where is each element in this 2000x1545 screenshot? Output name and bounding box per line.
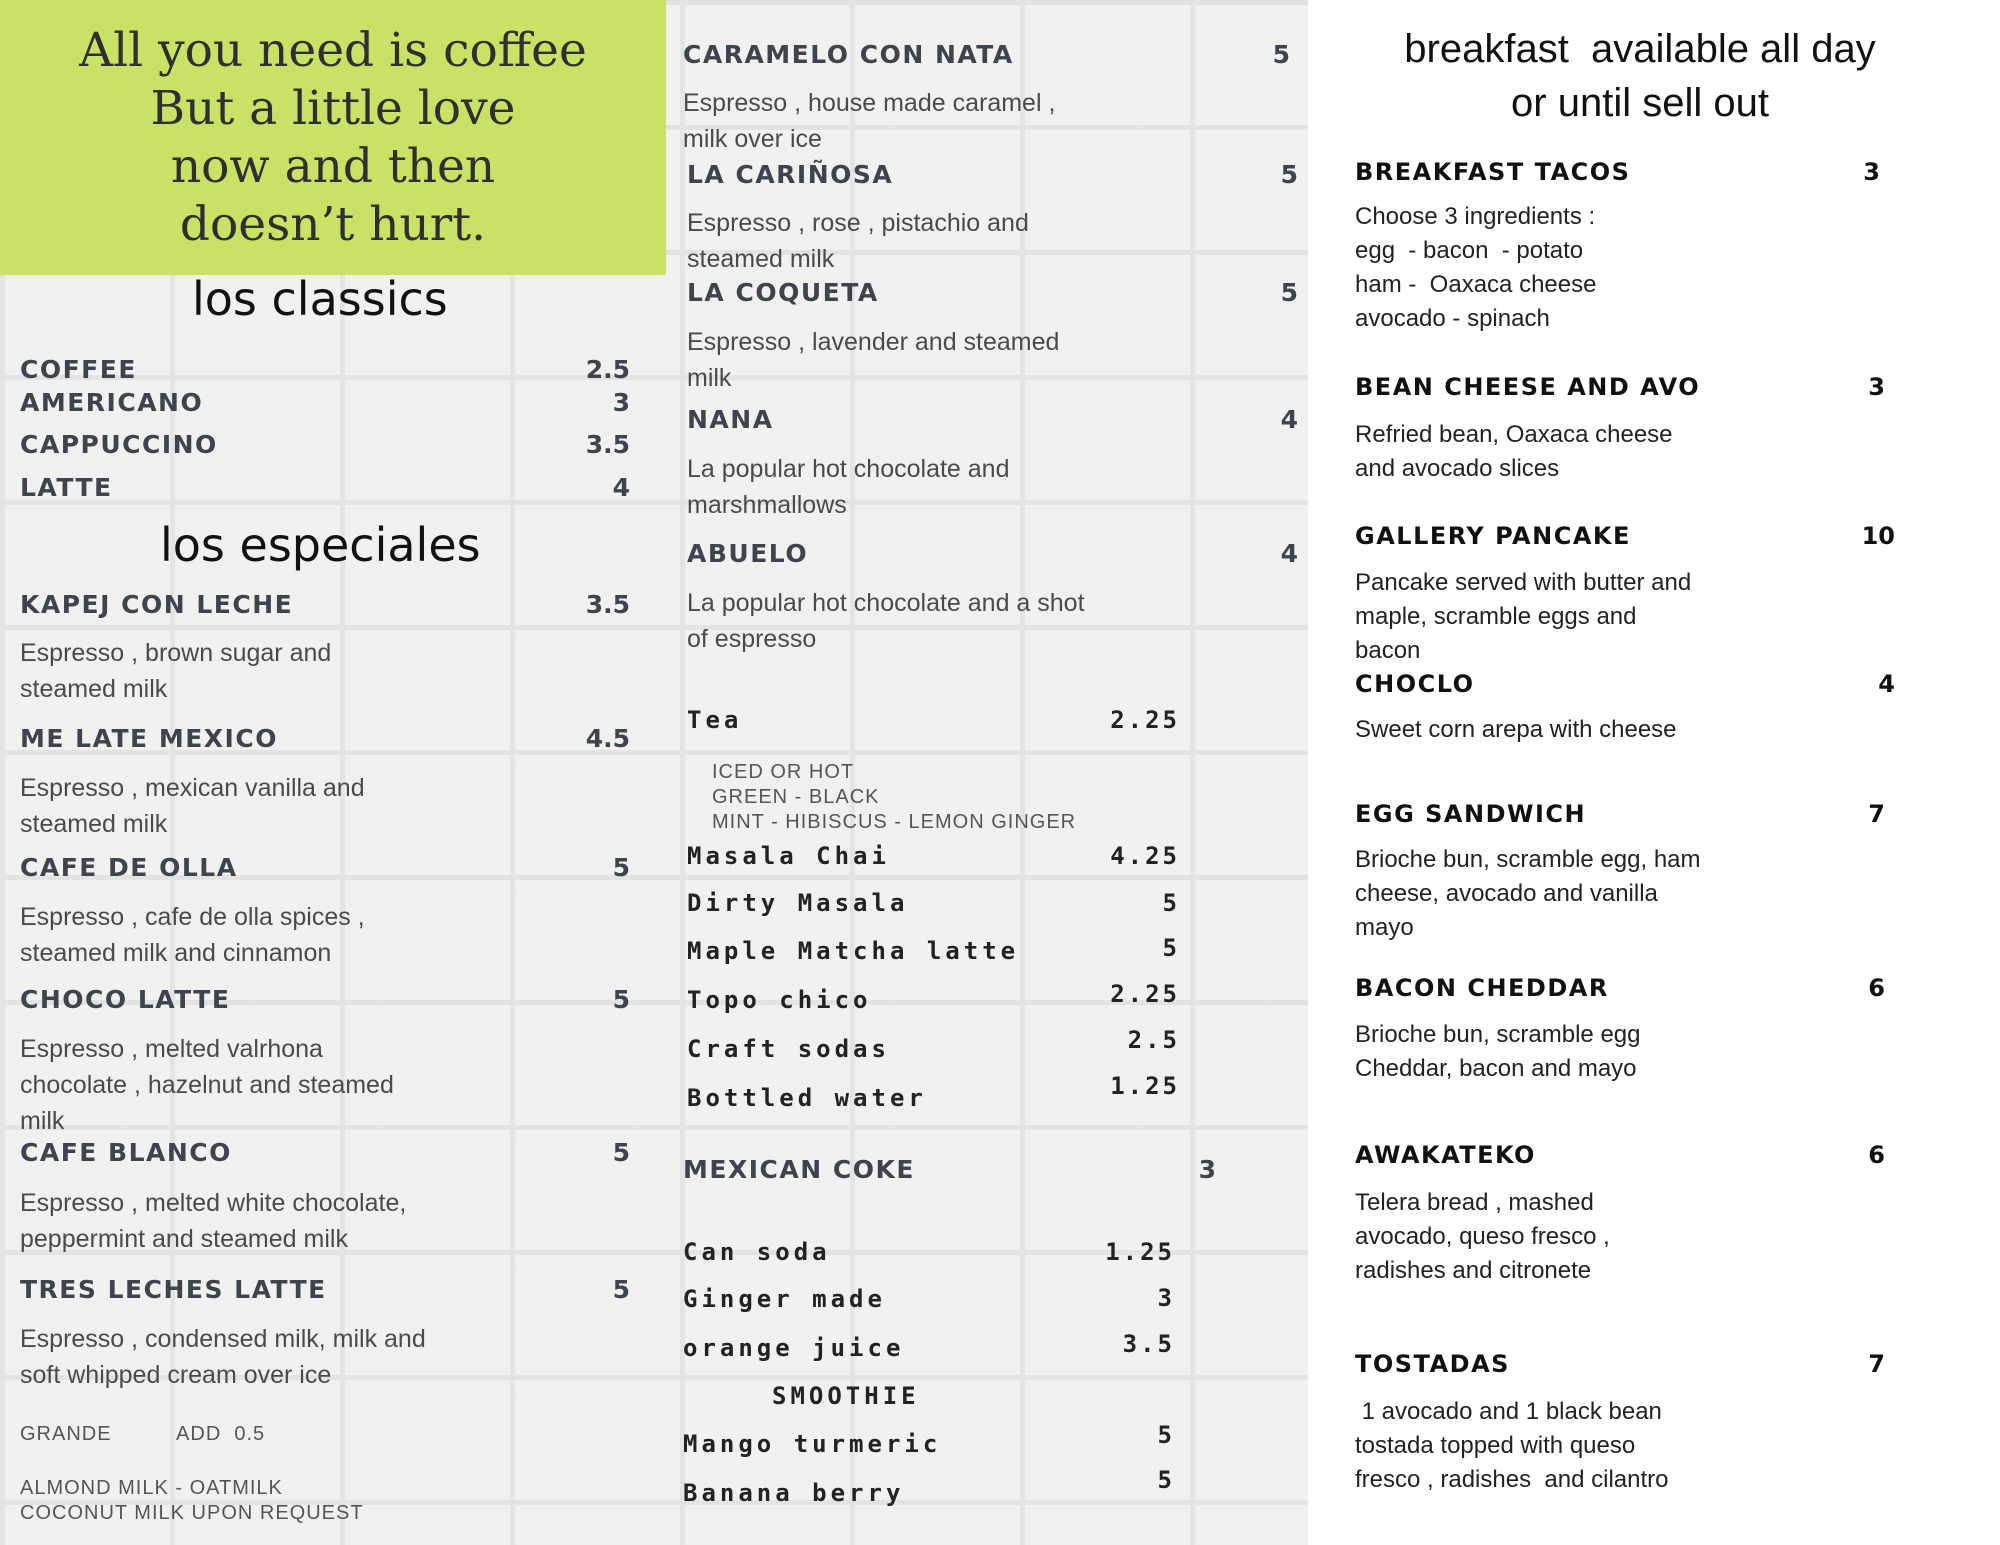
drink-item-price: 2.5 (1127, 1026, 1180, 1054)
smoothie-item-price: 5 (1157, 1466, 1175, 1494)
quote-text (0, 22, 666, 254)
breakfast-item-desc: Choose 3 ingredients : egg - bacon - potato ham - Oaxaca cheese avocado - spinach (1355, 203, 1597, 332)
breakfast-item-desc: Sweet corn arepa with cheese (1355, 716, 1677, 743)
drink-item-name: Dirty Masala (687, 889, 909, 917)
special-item-price: 4 (1280, 539, 1298, 568)
special-item-price: 5 (1272, 40, 1290, 69)
special-item-desc: Espresso , house made caramel , milk over ice (683, 89, 1056, 153)
mexican-coke-name: MEXICAN COKE (683, 1155, 915, 1184)
especial-item-desc: Espresso , mexican vanilla and steamed milk (20, 774, 365, 838)
especial-item-price: 4.5 (585, 724, 630, 753)
drink-item-price: 2.25 (1110, 980, 1180, 1008)
breakfast-item-desc: Telera bread , mashed avocado, queso fresco , radishes and citronete (1355, 1189, 1610, 1284)
breakfast-item-name: TOSTADAS (1355, 1350, 1510, 1378)
breakfast-item-name: CHOCLO (1355, 670, 1475, 698)
special-item-price: 5 (1280, 160, 1298, 189)
breakfast-item-price: 3 (1863, 158, 1880, 186)
especial-item-name: TRES LECHES LATTE (20, 1275, 327, 1304)
breakfast-item-name: EGG SANDWICH (1355, 800, 1587, 828)
special-item-desc: La popular hot chocolate and marshmallows (687, 455, 1010, 519)
breakfast-item-price: 3 (1868, 373, 1885, 401)
quote-line: But a little love (150, 81, 516, 136)
especial-item-desc: Espresso , melted white chocolate, peppermint and steamed milk (20, 1189, 407, 1253)
especial-item-price: 5 (612, 985, 630, 1014)
breakfast-item-name: GALLERY PANCAKE (1355, 522, 1631, 550)
especial-item-desc: Espresso , melted valrhona chocolate , hazelnut and steamed milk (20, 1035, 394, 1135)
drink-item-name: Topo chico (687, 986, 872, 1014)
classics-heading: los classics (192, 272, 448, 326)
especial-item-name: ME LATE MEXICO (20, 724, 278, 753)
tea-options: ICED OR HOT GREEN - BLACK MINT - HIBISCUS - LEMON GINGER (712, 761, 1077, 833)
especial-item-desc: Espresso , cafe de olla spices , steamed milk and cinnamon (20, 903, 365, 967)
drink-item-price: 5 (1162, 889, 1180, 917)
grande-add-note: GRANDE ADD 0.5 (20, 1423, 266, 1445)
drink-item-price: 1.25 (1105, 1238, 1175, 1266)
breakfast-item-name: BEAN CHEESE AND AVO (1355, 373, 1701, 401)
tea-name: Tea (687, 706, 743, 734)
especial-item-desc: Espresso , brown sugar and steamed milk (20, 639, 332, 703)
especial-item-price: 5 (612, 853, 630, 882)
breakfast-item-price: 6 (1868, 1141, 1885, 1169)
drink-item-price: 5 (1162, 934, 1180, 962)
breakfast-item-price: 10 (1861, 522, 1895, 550)
quote-line: All you need is coffee (79, 23, 587, 78)
mexican-coke-price: 3 (1198, 1155, 1216, 1184)
breakfast-item-price: 6 (1868, 974, 1885, 1002)
tea-price: 2.25 (1110, 706, 1180, 734)
especial-item-name: KAPEJ CON LECHE (20, 590, 294, 619)
breakfast-item-price: 7 (1868, 1350, 1885, 1378)
special-item-price: 4 (1280, 405, 1298, 434)
special-item-name: LA COQUETA (687, 278, 879, 307)
special-item-name: LA CARIÑOSA (687, 160, 894, 189)
breakfast-item-desc: Brioche bun, scramble egg, ham cheese, avocado and vanilla mayo (1355, 846, 1701, 941)
especial-item-price: 5 (612, 1138, 630, 1167)
special-item-desc: Espresso , lavender and steamed milk (687, 328, 1060, 392)
especial-item-name: CAFE DE OLLA (20, 853, 238, 882)
especiales-heading: los especiales (160, 518, 481, 572)
especial-item-price: 3.5 (585, 590, 630, 619)
drink-item-price: 4.25 (1110, 842, 1180, 870)
breakfast-item-desc: 1 avocado and 1 black bean tostada topped with queso fresco , radishes and cilantro (1355, 1398, 1669, 1493)
drink-item-price: 3 (1157, 1284, 1175, 1312)
drink-item-name: Craft sodas (687, 1035, 890, 1063)
classic-item-name: CAPPUCCINO (20, 430, 218, 459)
drink-item-name: Maple Matcha latte (687, 937, 1020, 965)
classic-item-price: 3.5 (585, 430, 630, 459)
breakfast-item-name: BREAKFAST TACOS (1355, 158, 1631, 186)
breakfast-item-name: BACON CHEDDAR (1355, 974, 1609, 1002)
classic-item-price: 3 (612, 388, 630, 417)
drink-item-name: Masala Chai (687, 842, 890, 870)
quote-line: now and then (170, 139, 496, 194)
special-item-name: NANA (687, 405, 774, 434)
breakfast-heading: breakfast available all day or until sell out (1404, 27, 1876, 125)
milk-options-note: ALMOND MILK - OATMILK COCONUT MILK UPON REQUEST (20, 1477, 364, 1524)
classic-item-price: 2.5 (585, 355, 630, 384)
special-item-desc: La popular hot chocolate and a shot of espresso (687, 589, 1085, 653)
special-item-price: 5 (1280, 278, 1298, 307)
drink-item-name: Bottled water (687, 1084, 927, 1112)
special-item-desc: Espresso , rose , pistachio and steamed milk (687, 209, 1029, 273)
especial-item-price: 5 (612, 1275, 630, 1304)
special-item-name: CARAMELO CON NATA (683, 40, 1014, 69)
smoothie-item-name: Banana berry (683, 1479, 905, 1507)
special-item-name: ABUELO (687, 539, 809, 568)
classic-item-name: COFFEE (20, 355, 137, 384)
smoothie-item-name: Mango turmeric (683, 1430, 942, 1458)
classic-item-name: LATTE (20, 473, 113, 502)
breakfast-item-name: AWAKATEKO (1355, 1141, 1536, 1169)
especial-item-desc: Espresso , condensed milk, milk and soft whipped cream over ice (20, 1325, 426, 1389)
drink-item-name: orange juice (683, 1334, 905, 1362)
smoothie-heading: SMOOTHIE (772, 1382, 920, 1410)
breakfast-item-price: 7 (1868, 800, 1885, 828)
breakfast-item-price: 4 (1878, 670, 1895, 698)
classic-item-name: AMERICANO (20, 388, 204, 417)
classic-item-price: 4 (612, 473, 630, 502)
especial-item-name: CAFE BLANCO (20, 1138, 232, 1167)
breakfast-item-desc: Brioche bun, scramble egg Cheddar, bacon and mayo (1355, 1021, 1641, 1082)
quote-line: doesn’t hurt. (179, 197, 487, 252)
drink-item-name: Can soda (683, 1238, 831, 1266)
smoothie-item-price: 5 (1157, 1421, 1175, 1449)
drink-item-name: Ginger made (683, 1285, 886, 1313)
breakfast-item-desc: Pancake served with butter and maple, scramble eggs and bacon (1355, 569, 1692, 664)
especial-item-name: CHOCO LATTE (20, 985, 231, 1014)
drink-item-price: 3.5 (1122, 1330, 1175, 1358)
drink-item-price: 1.25 (1110, 1072, 1180, 1100)
breakfast-item-desc: Refried bean, Oaxaca cheese and avocado slices (1355, 421, 1673, 482)
